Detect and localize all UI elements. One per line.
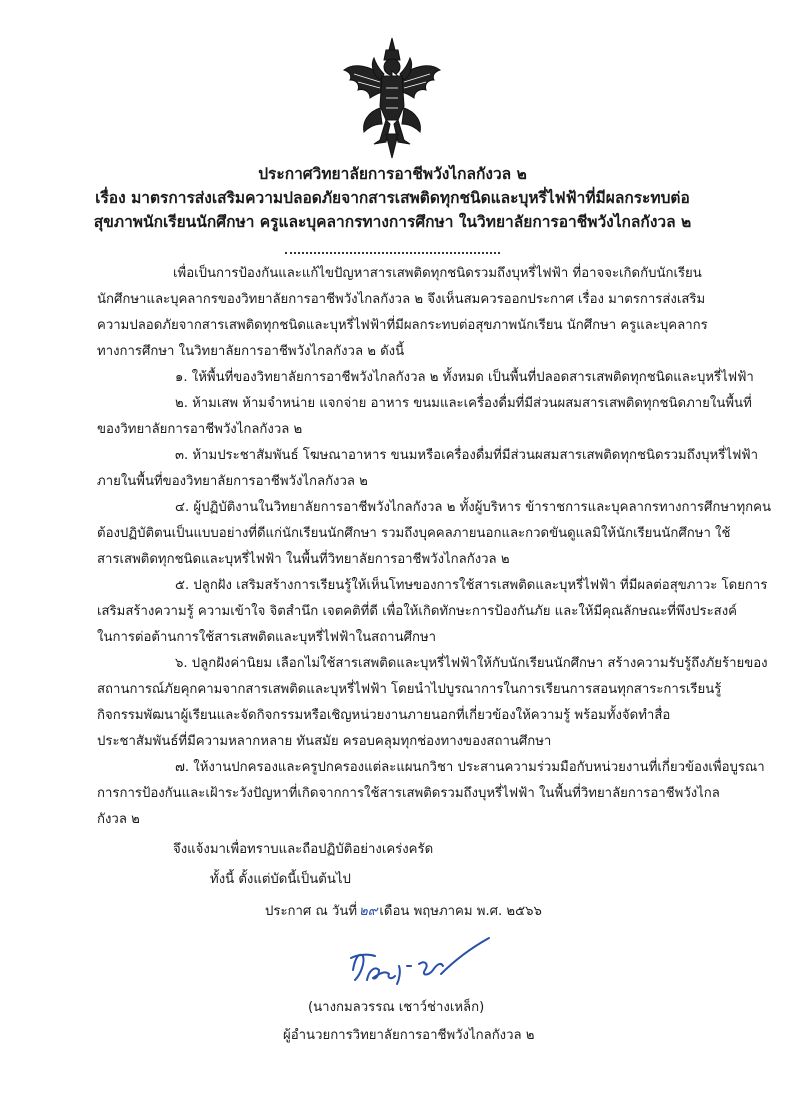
date-day-handwritten: ๒๙ [359,904,378,919]
measure-5-line: ๕. ปลูกฝัง เสริมสร้างการเรียนรู้ให้เห็นโทษของการใช้สารเสพติดและบุหรี่ไฟฟ้า ที่มีผลต่อสุขภาวะ โดยการ [175,578,768,593]
intro-line: ความปลอดภัยจากสารเสพติดทุกชนิดและบุหรี่ไฟฟ้าที่มีผลกระทบต่อสุขภาพนักเรียน นักศึกษา ครูและบุคลากร [97,318,708,333]
measure-3-line: ๓. ห้ามประชาสัมพันธ์ โฆษณาอาหาร ขนมหรือเครื่องดื่มที่มีส่วนผสมสารเสพติดทุกชนิดรวมถึงบุหรี่ไฟฟ้า [175,448,759,463]
date-prefix: ประกาศ ณ วันที่ [265,904,358,919]
measure-5-line: ในการต่อต้านการใช้สารเสพติดและบุหรี่ไฟฟ้าในสถานศึกษา [97,630,437,645]
measure-7-line: ๗. ให้งานปกครองและครูปกครองแต่ละแผนกวิชา ประสานความร่วมมือกับหน่วยงานที่เกี่ยวข้องเพื่อบูรณา [175,760,765,775]
measure-3-line: ภายในพื้นที่ของวิทยาลัยการอาชีพวังไกลกังวล ๒ [97,474,368,489]
announcement-date [265,901,542,923]
signer-name: (นางกมลวรรณ เชาว์ช่างเหล็ก) [308,1000,485,1015]
measure-6-line: ๖. ปลูกฝังค่านิยม เลือกไม่ใช้สารเสพติดและบุหรี่ไฟฟ้าให้กับนักเรียนนักศึกษา สร้างความรับรู้ถึงภัยร้ายของ [175,656,768,671]
announcement-subject-line-1: เรื่อง มาตรการส่งเสริมความปลอดภัยจากสารเสพติดทุกชนิดและบุหรี่ไฟฟ้าที่มีผลกระทบต่อ [95,189,690,207]
handwritten-signature [345,930,495,996]
measure-2-line: ๒. ห้ามเสพ ห้ามจำหน่าย แจกจ่าย อาหาร ขนมและเครื่องดื่มที่มีส่วนผสมสารเสพติดทุกชนิดภายในพื้นที่ [175,396,752,411]
measure-7-line: การการป้องกันและเฝ้าระวังปัญหาที่เกิดจากการใช้สารเสพติดรวมถึงบุหรี่ไฟฟ้า ในพื้นที่วิทยาลัยการอาชีพวังไกล [97,786,720,801]
measure-6-line: สถานการณ์ภัยคุกคามจากสารเสพติดและบุหรี่ไฟฟ้า โดยนำไปบูรณาการในการเรียนการสอนทุกสาระการเรียนรู้ [97,682,722,697]
intro-line: ทางการศึกษา ในวิทยาลัยการอาชีพวังไกลกังวล ๒ ดังนี้ [97,344,405,359]
measure-4-line: สารเสพติดทุกชนิดและบุหรี่ไฟฟ้า ในพื้นที่วิทยาลัยการอาชีพวังไกลกังวล ๒ [97,552,510,567]
garuda-emblem-icon [340,36,444,160]
effective-date-note: ทั้งนี้ ตั้งแต่บัดนี้เป็นต้นไป [210,872,351,887]
measure-6-line: กิจกรรมพัฒนาผู้เรียนและจัดกิจกรรมหรือเชิญหน่วยงานภายนอกที่เกี่ยวข้องให้ความรู้ พร้อมทั้งจัดทำสื่อ [97,708,671,723]
intro-line: เพื่อเป็นการป้องกันและแก้ไขปัญหาสารเสพติดทุกชนิดรวมถึงบุหรี่ไฟฟ้า ที่อาจจะเกิดกับนักเรียน [173,266,702,281]
measure-2-line: ของวิทยาลัยการอาชีพวังไกลกังวล ๒ [97,422,303,437]
signer-position: ผู้อำนวยการวิทยาลัยการอาชีพวังไกลกังวล ๒ [283,1028,535,1043]
measure-1-line: ๑. ให้พื้นที่ของวิทยาลัยการอาชีพวังไกลกังวล ๒ ทั้งหมด เป็นพื้นที่ปลอดสารเสพติดทุกชนิดและบุหรี่ไฟฟ้า [175,370,754,385]
measure-7-line: กังวล ๒ [97,812,140,827]
date-suffix: เดือน พฤษภาคม พ.ศ. ๒๕๖๖ [379,904,542,919]
announcement-subject-line-2: สุขภาพนักเรียนนักศึกษา ครูและบุคลากรทางการศึกษา ในวิทยาลัยการอาชีพวังไกลกังวล ๒ [93,213,692,231]
measure-4-line: ต้องปฏิบัติตนเป็นแบบอย่างที่ดีแก่นักเรียนนักศึกษา รวมถึงบุคคลภายนอกและกวดขันดูแลมิให้นักเรียนนักศึกษา ใช้ [97,526,731,541]
title-divider [285,252,500,254]
measure-5-line: เสริมสร้างความรู้ ความเข้าใจ จิตสำนึก เจตคติที่ดี เพื่อให้เกิดทักษะการป้องกันภัย และให้มีคุณลักษณะที่พึงประสงค์ [97,604,737,619]
measure-6-line: ประชาสัมพันธ์ที่มีความหลากหลาย ทันสมัย ครอบคลุมทุกช่องทางของสถานศึกษา [97,734,552,749]
announcement-title: ประกาศวิทยาลัยการอาชีพวังไกลกังวล ๒ [258,165,527,183]
measure-4-line: ๔. ผู้ปฏิบัติงานในวิทยาลัยการอาชีพวังไกลกังวล ๒ ทั้งผู้บริหาร ข้าราชการและบุคลากรทางการศึกษาทุกคน [175,500,771,515]
closing-instruction: จึงแจ้งมาเพื่อทราบและถือปฏิบัติอย่างเคร่งครัด [173,842,434,857]
intro-line: นักศึกษาและบุคลากรของวิทยาลัยการอาชีพวังไกลกังวล ๒ จึงเห็นสมควรออกประกาศ เรื่อง มาตรการส่งเสริม [97,292,706,307]
